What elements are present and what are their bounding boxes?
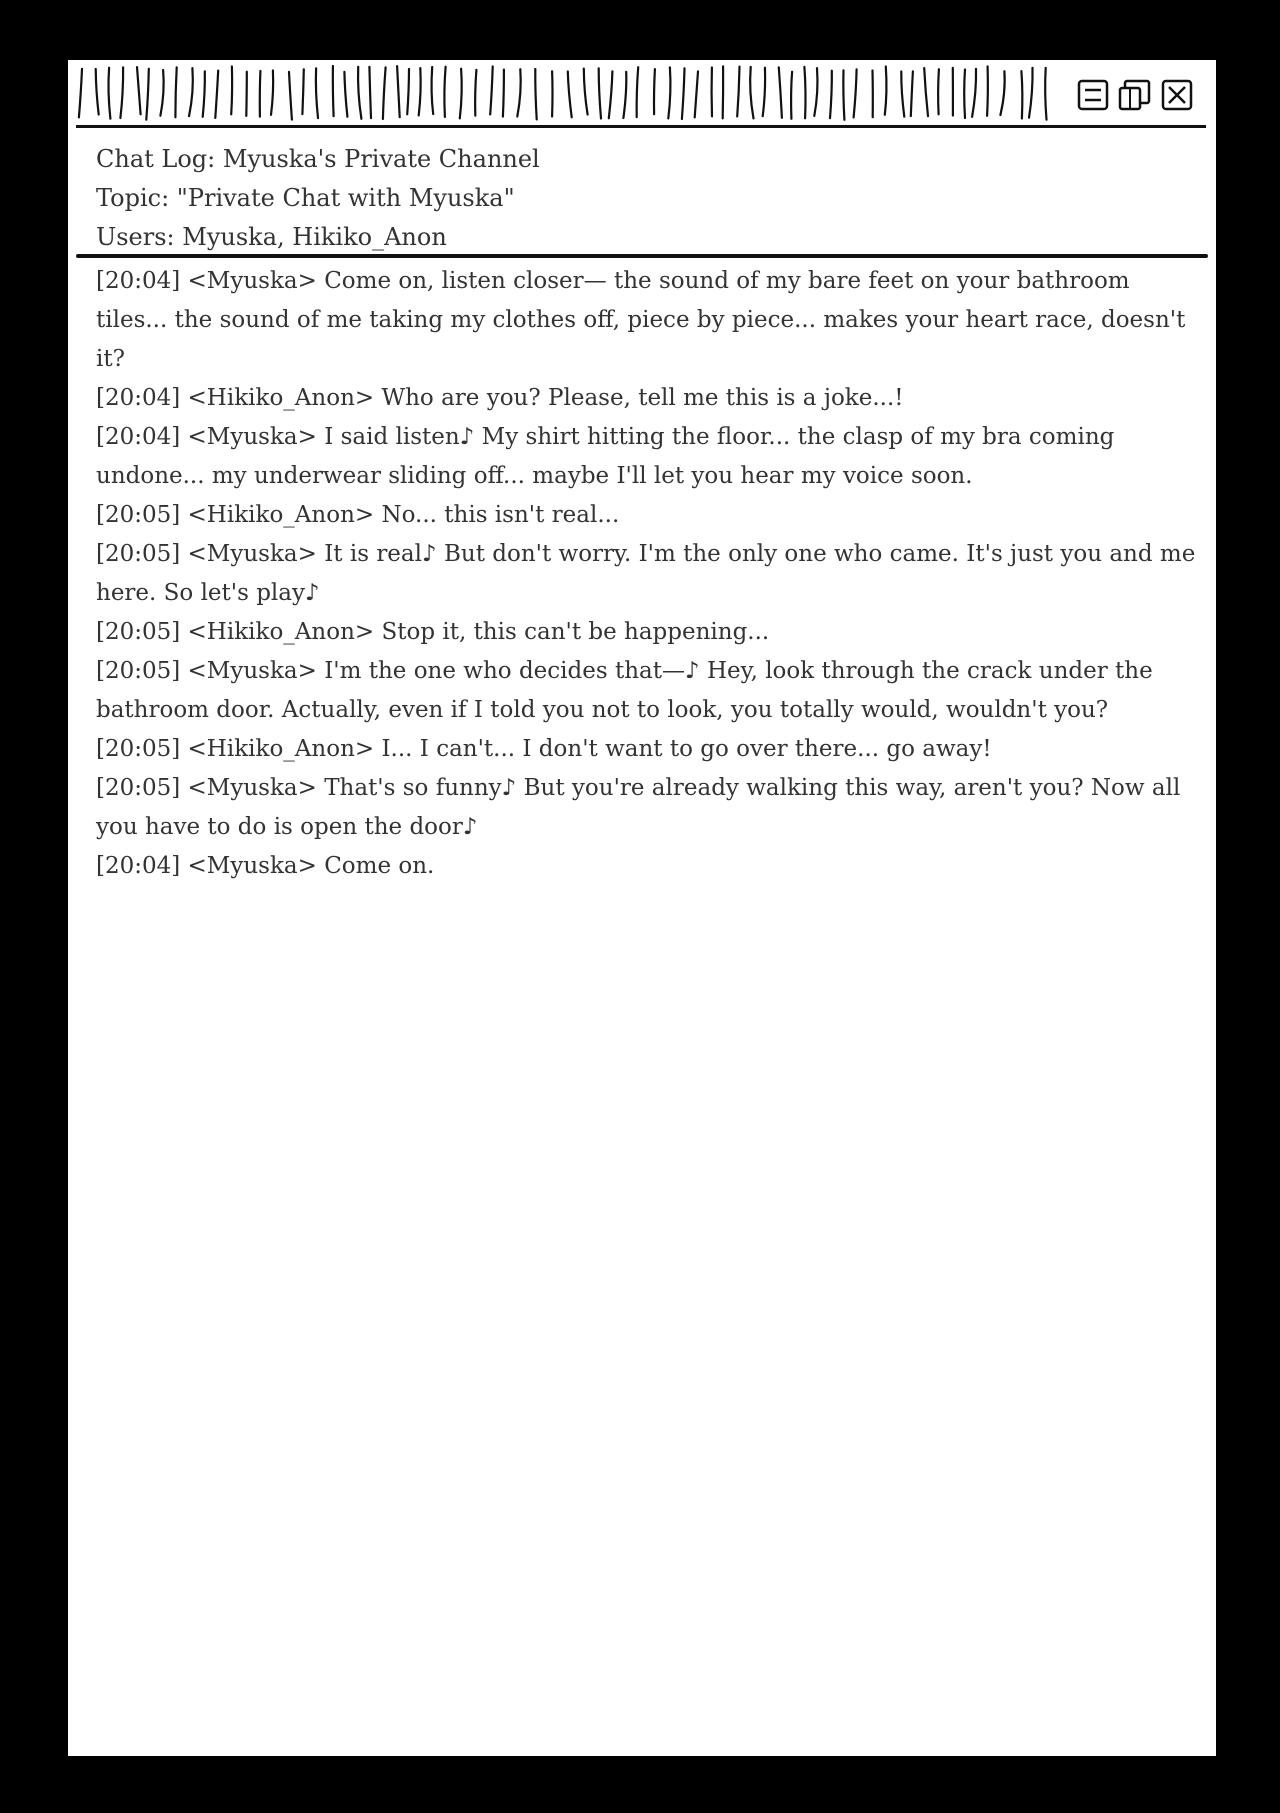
message-line: [20:05] <Hikiko_Anon> No... this isn't real... <box>96 502 620 528</box>
close-icon[interactable] <box>1158 76 1196 114</box>
message-line: [20:05] <Hikiko_Anon> I... I can't... I don't want to go over there... go away! <box>96 736 992 762</box>
message-line: [20:05] <Myuska> I'm the one who decides that—♪ Hey, look through the crack under the bathroom door. Actually, even if I told you not to look, you totally would, wouldn't you? <box>96 658 1153 723</box>
minimize-icon[interactable] <box>1074 76 1112 114</box>
chat-log-title: Chat Log: Myuska's Private Channel <box>96 145 540 173</box>
message-line: [20:04] <Myuska> Come on, listen closer— the sound of my bare feet on your bathroom tiles... the sound of me taking my clothes off, piece by piece... makes your heart race, doesn't it? <box>96 268 1186 372</box>
chat-window <box>68 60 1216 1756</box>
message-line: [20:04] <Hikiko_Anon> Who are you? Please, tell me this is a joke...! <box>96 385 904 411</box>
header-divider <box>76 254 1208 258</box>
maximize-icon[interactable] <box>1116 76 1154 114</box>
message-line: [20:05] <Myuska> That's so funny♪ But you're already walking this way, aren't you? Now all you have to do is open the door♪ <box>96 775 1181 840</box>
channel-users: Users: Myuska, Hikiko_Anon <box>96 223 447 251</box>
channel-header <box>96 140 1196 257</box>
window-controls <box>1074 76 1196 114</box>
message-line: [20:04] <Myuska> Come on. <box>96 853 435 879</box>
message-line: [20:05] <Myuska> It is real♪ But don't worry. I'm the only one who came. It's just you and me here. So let's play♪ <box>96 541 1196 606</box>
message-log <box>96 262 1198 886</box>
title-bar-hatching <box>76 62 1056 124</box>
message-line: [20:04] <Myuska> I said listen♪ My shirt hitting the floor... the clasp of my bra coming undone... my underwear sliding off... maybe I'll let you hear my voice soon. <box>96 424 1115 489</box>
message-line: [20:05] <Hikiko_Anon> Stop it, this can't be happening... <box>96 619 770 645</box>
channel-topic: Topic: "Private Chat with Myuska" <box>96 184 515 212</box>
title-bar[interactable] <box>76 62 1206 128</box>
